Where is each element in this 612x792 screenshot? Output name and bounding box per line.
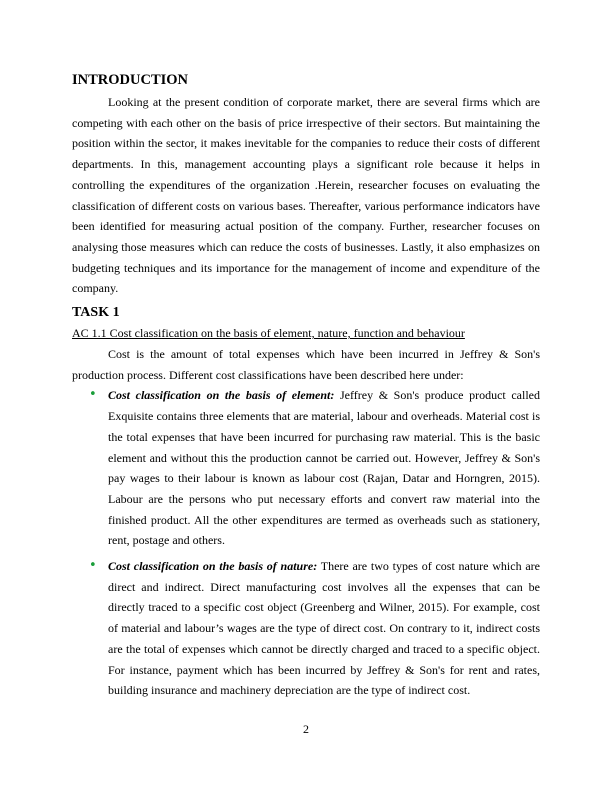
list-item-text: There are two types of cost nature which are direct and indirect. Direct manufacturing cost involves all the expenses that can be directly traced to a specific cost object (Greenberg and Wilner, 2015). For example, cost of material and labour’s wages are the type of direct cost. On contrary to it, indirect costs are the total of expenses which cannot be directly charged and traced to a specific object. For instance, payment which has been incurred by Jeffrey & Son's for rent and rates, building insurance and machinery depreciation are the type of indirect cost. bbox=[108, 559, 540, 698]
cost-classification-list bbox=[72, 385, 540, 701]
list-item-lead: Cost classification on the basis of element: bbox=[108, 388, 335, 403]
introduction-paragraph: Looking at the present condition of corporate market, there are several firms which are competing with each other on the basis of price irrespective of their sectors. But maintaining the position within the sector, it makes inevitable for the companies to reduce their costs of different departments. In this, management accounting plays a significant role because it helps in controlling the expenditures of the organization .Herein, researcher focuses on evaluating the classification of different costs on various bases. Thereafter, various performance indicators have been identified for measuring actual position of the company. Further, researcher focuses on analysing those measures which can reduce the costs of businesses. Lastly, it also emphasizes on budgeting techniques and its importance for the management of income and expenditure of the company. bbox=[72, 95, 540, 296]
page-number: 2 bbox=[303, 722, 309, 736]
section-subheading: AC 1.1 Cost classification on the basis of element, nature, function and behaviour bbox=[72, 326, 465, 341]
list-item bbox=[72, 556, 540, 701]
list-item bbox=[72, 385, 540, 551]
bullet-icon: • bbox=[89, 387, 97, 403]
list-item-text: Jeffrey & Son's produce product called Exquisite contains three elements that are material, labour and overheads. Material cost is the total expenses that have been incurred for purchasing raw material. This is the basic element and without this the production cannot be carried out. However, Jeffrey & Son's pay wages to their labour is known as labour cost (Rajan, Datar and Horngren, 2015). Labour are the persons who put necessary efforts and convert raw material into the finished product. All the other expenditures are termed as overheads such as stationery, rent, postage and others. bbox=[108, 388, 540, 548]
page-content bbox=[72, 71, 540, 701]
introduction-heading: INTRODUCTION bbox=[72, 72, 189, 88]
task-intro-paragraph: Cost is the amount of total expenses which have been incurred in Jeffrey & Son's production process. Different cost classifications have been described here under: bbox=[72, 347, 540, 382]
bullet-icon: • bbox=[89, 558, 97, 574]
task-heading: TASK 1 bbox=[72, 305, 120, 321]
list-item-lead: Cost classification on the basis of nature: bbox=[108, 559, 318, 574]
